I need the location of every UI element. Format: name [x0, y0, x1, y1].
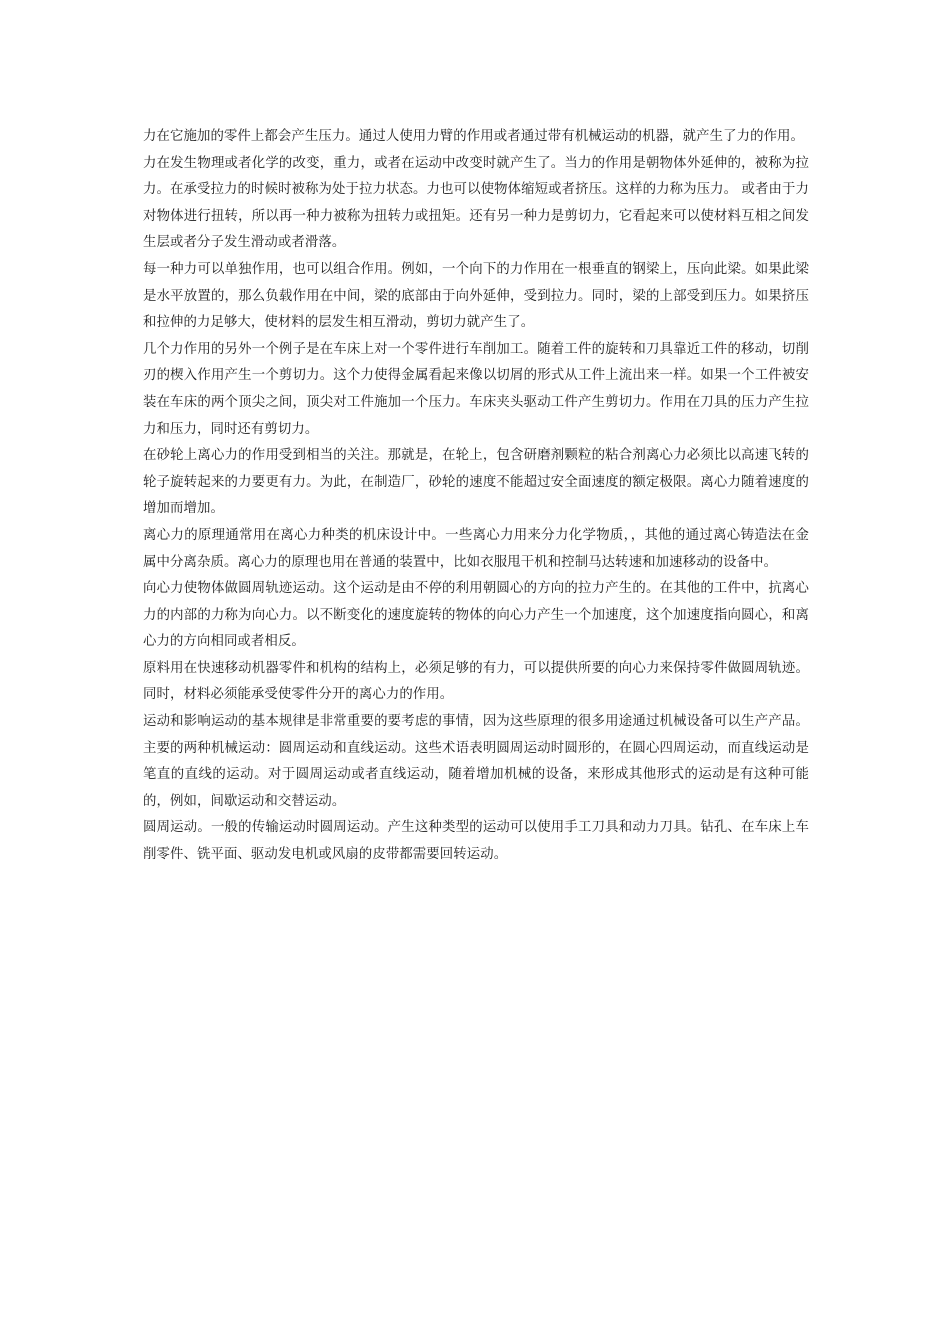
paragraph-3: 每一种力可以单独作用，也可以组合作用。例如，一个向下的力作用在一根垂直的钢梁上，压向此梁。如果此梁是水平放置的，那么负载作用在中间，梁的底部由于向外延伸，受到拉力。同时，梁的上部受到压力。如果挤压和拉伸的力足够大，使材料的层发生相互滑动，剪切力就产生了。: [143, 261, 809, 331]
paragraph-1: 力在它施加的零件上都会产生压力。通过人使用力臂的作用或者通过带有机械运动的机器，就产生了力的作用。: [143, 129, 805, 144]
paragraph-7: 向心力使物体做圆周轨迹运动。这个运动是由不停的利用朝圆心的方向的拉力产生的。在其他的工件中，抗离心力的内部的力称为向心力。以不断变化的速度旋转的物体的向心力产生一个加速度，这个加速度指向圆心，和离心力的方向相同或者相反。: [143, 581, 809, 650]
paragraph-2: 力在发生物理或者化学的改变，重力，或者在运动中改变时就产生了。当力的作用是朝物体外延伸的，被称为拉力。在承受拉力的时候时被称为处于拉力状态。力也可以使物体缩短或者挤压。这样的力称为压力。 或者由于力对物体进行扭转，所以再一种力被称为扭转力或扭矩。还有另一种力是剪切力，它看起来可以使材料互相之间发生层或者分子发生滑动或者滑落。: [143, 155, 809, 251]
paragraph-8: 原料用在快速移动机器零件和机构的结构上，必须足够的有力，可以提供所要的向心力来保持零件做圆周轨迹。同时，材料必须能承受使零件分开的离心力的作用。: [143, 660, 809, 703]
paragraph-4: 几个力作用的另外一个例子是在车床上对一个零件进行车削加工。随着工件的旋转和刀具靠近工件的移动，切削刃的楔入作用产生一个剪切力。这个力使得金属看起来像以切屑的形式从工件上流出来一样。如果一个工件被安装在车床的两个顶尖之间，顶尖对工件施加一个压力。车床夹头驱动工件产生剪切力。作用在刀具的压力产生拉力和压力，同时还有剪切力。: [143, 341, 809, 437]
paragraph-10: 圆周运动。一般的传输运动时圆周运动。产生这种类型的运动可以使用手工刀具和动力刀具。钻孔、在车床上车削零件、铣平面、驱动发电机或风扇的皮带都需要回转运动。: [143, 820, 809, 863]
paragraph-5: 在砂轮上离心力的作用受到相当的关注。那就是，在轮上，包含研磨剂颗粒的粘合剂离心力必须比以高速飞转的轮子旋转起来的力要更有力。为此，在制造厂，砂轮的速度不能超过安全面速度的额定极限。离心力随着速度的增加而增加。: [143, 448, 809, 517]
paragraph-9: 运动和影响运动的基本规律是非常重要的要考虑的事情，因为这些原理的很多用途通过机械设备可以生产产品。主要的两种机械运动：圆周运动和直线运动。这些术语表明圆周运动时圆形的，在圆心四周运动，而直线运动是笔直的直线的运动。对于圆周运动或者直线运动，随着增加机械的设备，来形成其他形式的运动是有这种可能的，例如，间歇运动和交替运动。: [143, 714, 809, 809]
paragraph-6: 离心力的原理通常用在离心力种类的机床设计中。一些离心力用来分力化学物质，，其他的通过离心铸造法在金属中分离杂质。离心力的原理也用在普通的装置中，比如衣服甩干机和控制马达转速和加速移动的设备中。: [143, 527, 809, 570]
document-body: [143, 124, 809, 869]
